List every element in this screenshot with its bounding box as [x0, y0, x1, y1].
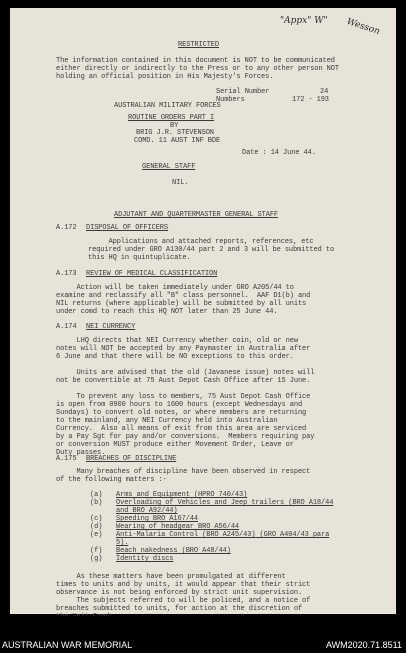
- item-number: A.174: [56, 323, 77, 331]
- restricted-heading: RESTRICTED: [178, 41, 220, 49]
- item-body: LHQ directs that NEI Currency whether coin, old or new notes will NOT be accepted by any Paymaster in Australia after 6 June and that there will be NO exceptions to this order. Units are advised that the old (Javanese issue) notes will not be convertible at 75 Aust Depot Cash Office after 15 June. To prevent any loss to members, 75 Aust Depot Cash Office is open from 0900 hours to 1600 hours (except Wednesdays and Sundays) to convert old notes, or where members are returning to the mainland, any NEI Currency held into Australian Currency. Also all means of exit from this area are serviced by a Pay Sgt for pay and/or conversions. Members requiring pay or conversion MUST produce either Movement Order, Leave or Duty passes.: [56, 337, 315, 457]
- numbers-label: Numbers: [216, 96, 245, 104]
- item-body: Many breaches of discipline have been observed in respect of the following matters :-: [56, 468, 311, 484]
- brigadier-name: BRIG J.R. STEVENSON: [136, 129, 214, 137]
- numbers-value: 172 - 193: [292, 96, 329, 104]
- notice-line-2: either directly or indirectly to the Press or to any other person NOT: [56, 65, 339, 73]
- closing-paragraph: As these matters have been promulgated at different times to units and by units, it would appear that their strict observance is not being enforced by strict unit supervision. The subjects referred to will be policed, and a notice of breaches submitted to units, for action at the discretion of: [56, 573, 311, 613]
- command-line: COMD. 11 AUST INF BDE: [134, 137, 221, 145]
- nil-entry: NIL.: [172, 179, 189, 187]
- item-title: DISPOSAL OF OFFICERS: [86, 224, 169, 232]
- list-item: (g) Identity discs: [90, 555, 174, 563]
- serial-value: 24: [320, 88, 329, 96]
- serial-label: Serial Number: [216, 88, 270, 96]
- list-item: (c) Speeding BRO A167/44: [90, 515, 199, 523]
- item-title: REVIEW OF MEDICAL CLASSIFICATION: [86, 270, 218, 278]
- item-title: BREACHES OF DISCIPLINE: [86, 455, 177, 463]
- list-item: (f) Beach nakedness (BRO A48/44): [90, 547, 231, 555]
- orders-title: ROUTINE ORDERS PART I: [128, 114, 215, 122]
- list-item: 5).: [116, 539, 129, 547]
- item-body: Action will be taken immediately under GRO A205/44 to examine and reclassify all "B" class personnel. AAF D1(b) and NIL returns (where applicable) will be submitted by all units under comd to reach this HQ NOT later than 25 June 44.: [56, 284, 311, 316]
- notice-line-1: The information contained in this document is NOT to be communicated: [56, 57, 335, 65]
- order-date: Date : 14 June 44.: [242, 149, 316, 157]
- list-item: (a) Arms and Equipment (HPRO 740/43): [90, 491, 248, 499]
- list-item: (b) Overloading of Vehicles and Jeep trailers (BRO A18/44: [90, 499, 334, 507]
- handwritten-appendix-note: "Appx" W": [280, 16, 328, 26]
- footer-source: AUSTRALIAN WAR MEMORIAL: [2, 640, 133, 650]
- notice-line-3: holding an official position in His Majesty's Forces.: [56, 73, 274, 81]
- document-page: [10, 8, 396, 614]
- handwritten-initials: Wesson: [345, 16, 382, 38]
- archive-footer: [0, 616, 406, 653]
- item-number: A.173: [56, 270, 77, 278]
- list-item: (e) Anti-Malaria Control (BRO A245/43) (GRO A404/43 para: [90, 531, 330, 539]
- footer-accession: AWM2020.71.8511: [325, 640, 402, 650]
- adj-qm-heading: ADJUTANT AND QUARTERMASTER GENERAL STAFF: [114, 211, 279, 219]
- by-line: BY: [170, 122, 179, 130]
- unit-name: AUSTRALIAN MILITARY FORCES: [114, 102, 221, 110]
- item-body: Applications and attached reports, references, etc required under GRO A130/44 part 2 and 3 will be submitted to this HQ in quintuplicate.: [88, 238, 335, 262]
- item-title: NEI CURRENCY: [86, 323, 136, 331]
- item-number: A.175: [56, 455, 77, 463]
- item-number: A.172: [56, 224, 77, 232]
- list-item: and BRO A92/44): [116, 507, 178, 515]
- list-item: (d) Wearing of headgear BRO A56/44: [90, 523, 240, 531]
- general-staff-heading: GENERAL STAFF: [142, 163, 196, 171]
- breaches-list: [90, 491, 333, 563]
